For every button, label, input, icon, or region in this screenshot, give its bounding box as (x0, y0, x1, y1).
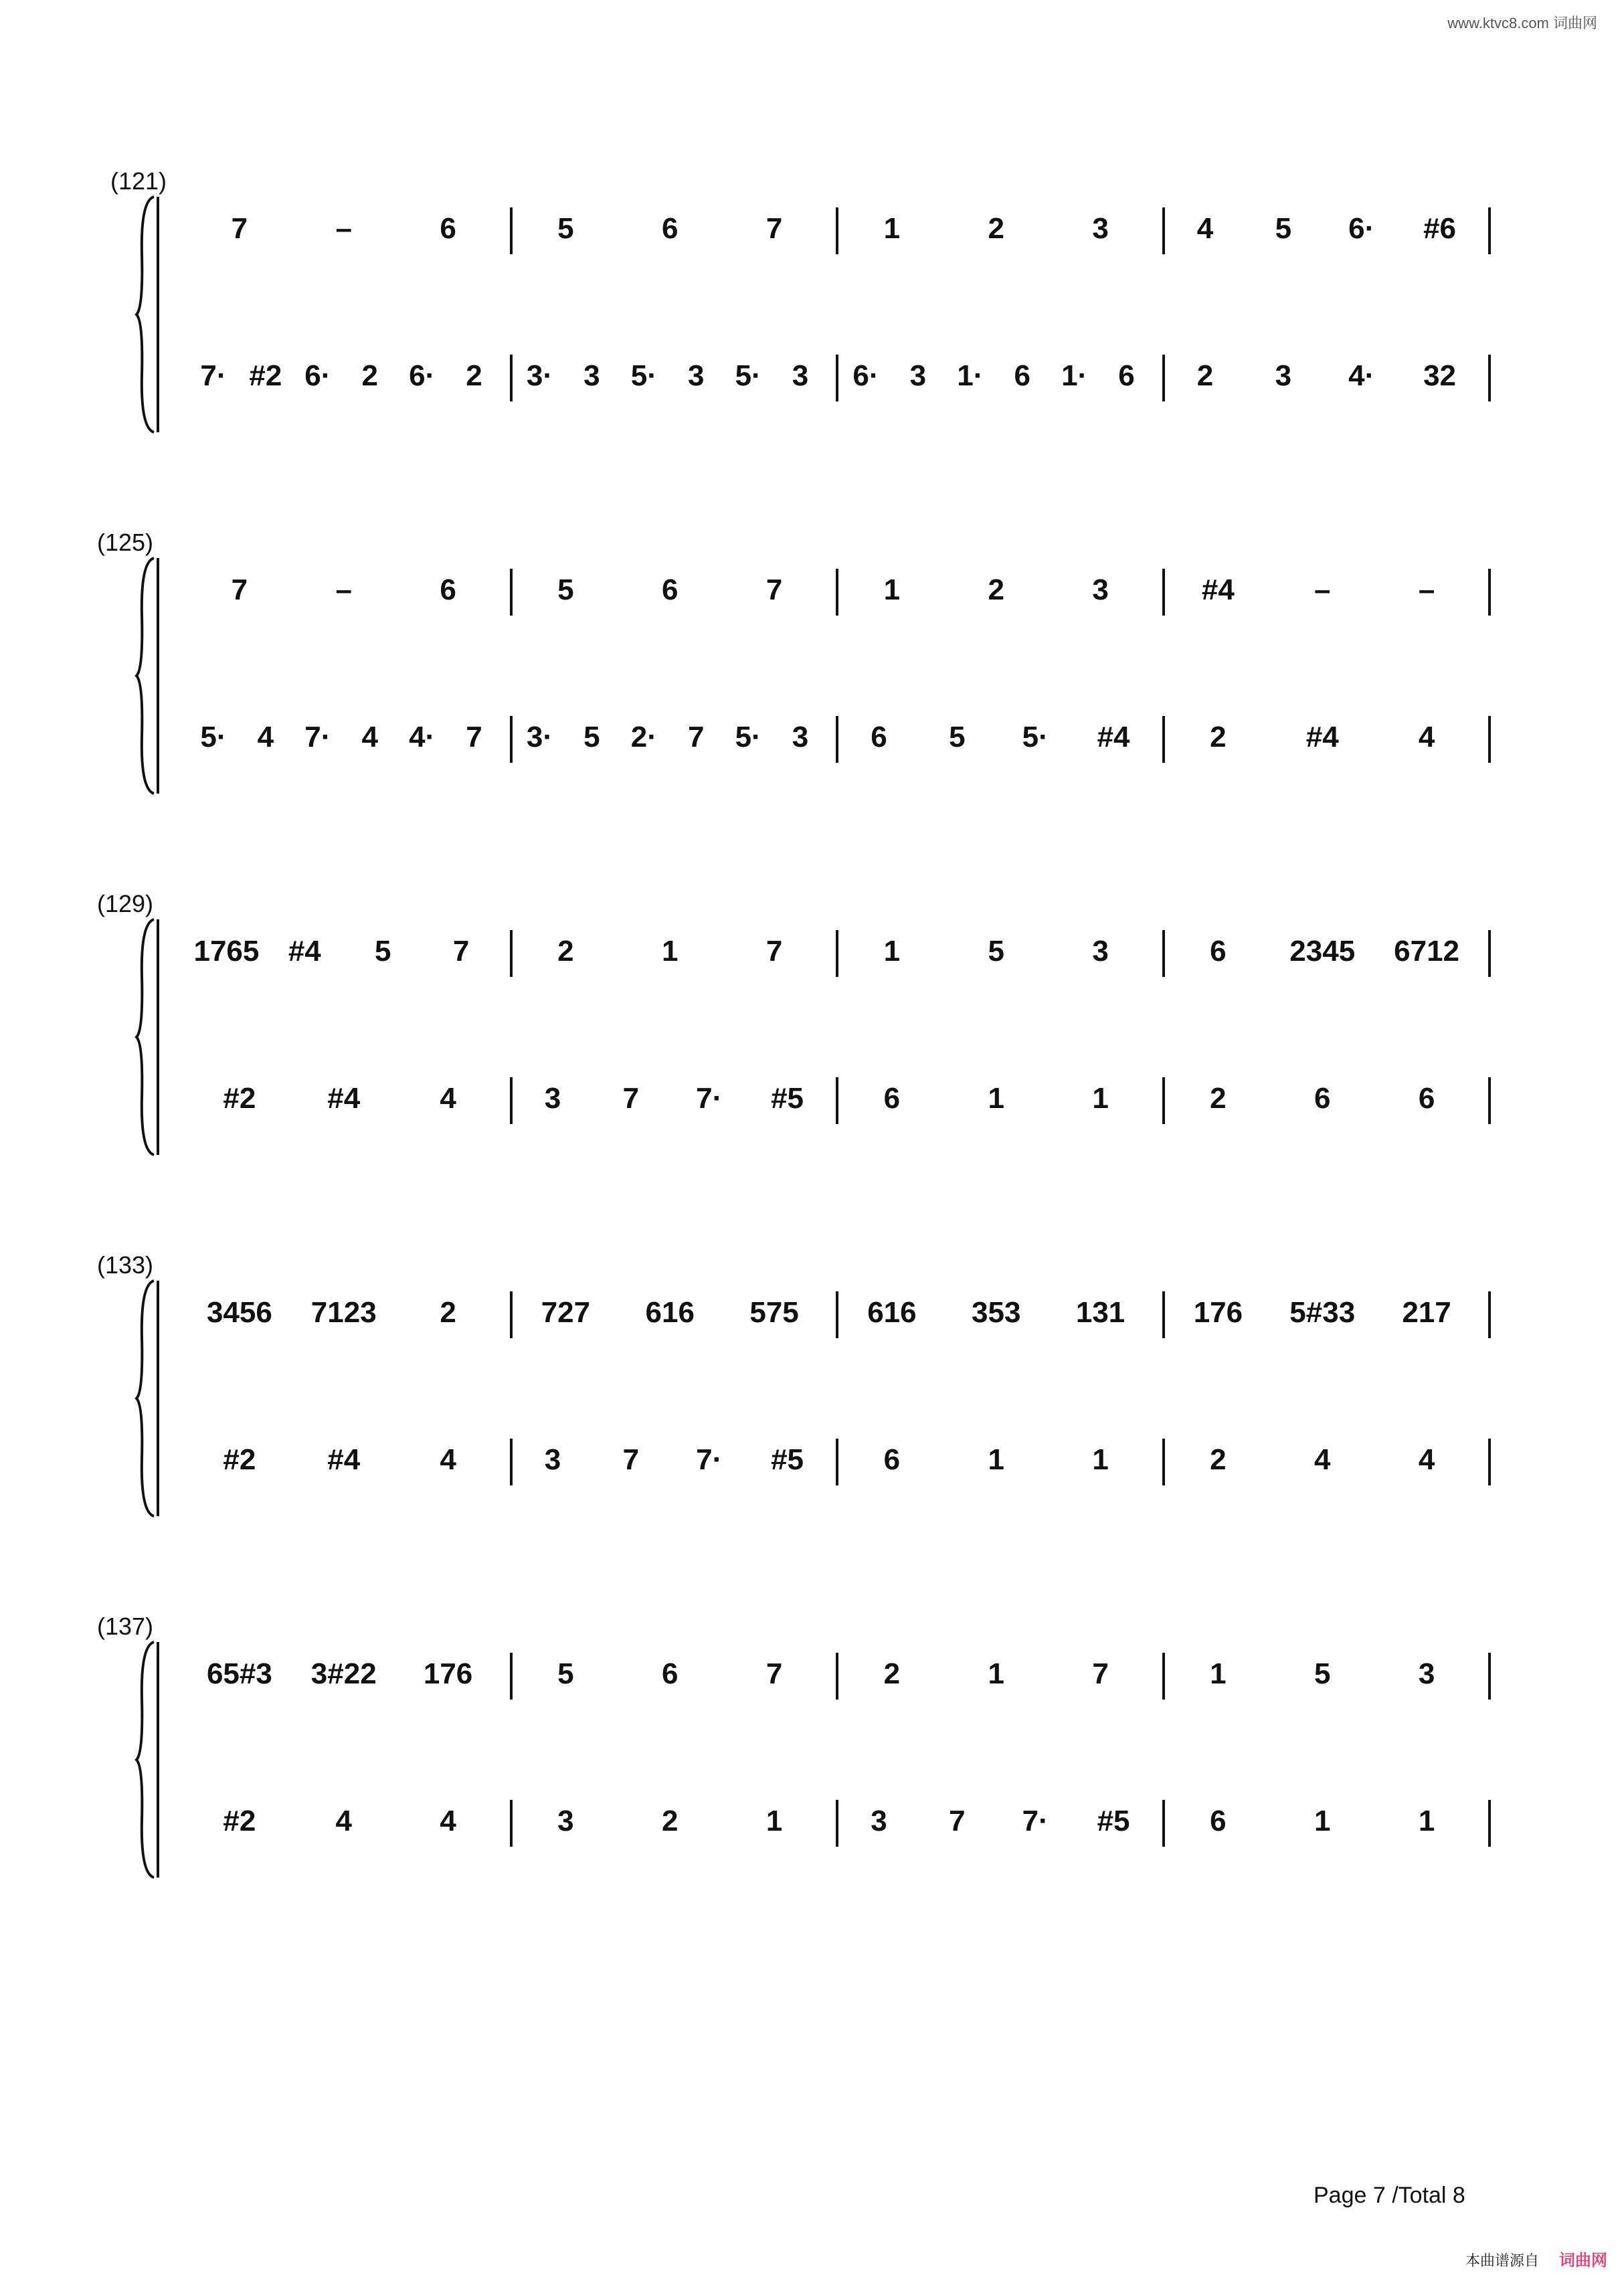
treble-note: 2 (440, 1296, 456, 1329)
bass-note: 2· (630, 721, 657, 753)
bass-note: #4 (327, 1082, 361, 1115)
bass-note: 1 (988, 1082, 1004, 1115)
treble-note: 2 (988, 212, 1004, 245)
bass-note: 6 (1014, 359, 1030, 392)
treble-note: 6712 (1394, 935, 1460, 968)
treble-note: 7 (1092, 1657, 1109, 1690)
bass-note: 5 (949, 721, 966, 753)
bass-note: 1 (1314, 1805, 1331, 1837)
bass-note: #5 (1097, 1805, 1130, 1837)
barline (510, 1800, 513, 1847)
barline (510, 716, 513, 763)
bass-note: 3· (526, 359, 553, 392)
treble-note: 7 (231, 212, 248, 245)
source-logo: 词曲网 (1559, 2252, 1607, 2270)
bass-note: 3 (871, 1805, 887, 1837)
treble-note: 3 (1092, 573, 1109, 606)
treble-note: 7 (765, 935, 783, 968)
bass-note: #4 (327, 1443, 361, 1476)
treble-note: 575 (749, 1296, 799, 1329)
bass-note: 3 (557, 1805, 574, 1837)
bass-note: 7· (696, 1443, 723, 1476)
barline (1488, 207, 1491, 254)
bass-note: 7 (949, 1805, 966, 1837)
barline (1488, 1653, 1491, 1700)
bass-note: 7· (200, 359, 227, 392)
treble-note: 176 (423, 1657, 473, 1690)
bass-note: 6 (1314, 1082, 1331, 1115)
barline (1162, 716, 1165, 763)
treble-note: 3456 (206, 1296, 272, 1329)
system-brace (134, 1278, 161, 1519)
treble-note: 5 (1275, 212, 1292, 245)
bass-note: 7· (696, 1082, 723, 1115)
treble-note: 1 (883, 573, 901, 606)
treble-note: 1 (662, 935, 679, 968)
bass-note: 4 (440, 1443, 456, 1476)
bass-note: 6· (852, 359, 879, 392)
barline (1488, 930, 1491, 977)
barline (510, 1439, 513, 1485)
bass-note: 2 (361, 359, 378, 392)
treble-note: 7123 (310, 1296, 377, 1329)
barline (1162, 1439, 1165, 1485)
bass-note: 7 (622, 1082, 640, 1115)
system-brace (134, 917, 161, 1158)
bass-note: #2 (223, 1805, 256, 1837)
system-brace (134, 555, 161, 796)
treble-note: 1 (883, 935, 901, 968)
source-note: 本曲谱源自 (1465, 2252, 1540, 2269)
bass-note: 1 (1418, 1805, 1435, 1837)
barline (1488, 1439, 1491, 1485)
bass-note: 6 (883, 1082, 901, 1115)
bass-note: 3 (544, 1443, 561, 1476)
barline (1162, 1291, 1165, 1338)
treble-note: 353 (972, 1296, 1021, 1329)
barline (510, 207, 513, 254)
treble-note: 1 (883, 212, 901, 245)
bass-note: 3 (544, 1082, 561, 1115)
right-margin-strip (1609, 0, 1624, 2283)
bass-note: 1· (957, 359, 984, 392)
barline (1162, 1653, 1165, 1700)
barline (1162, 207, 1165, 254)
treble-note: 2345 (1289, 935, 1356, 968)
bass-note: 7 (622, 1443, 640, 1476)
treble-note: 4 (1196, 212, 1214, 245)
treble-note: 176 (1193, 1296, 1243, 1329)
bass-note: 7· (304, 721, 331, 753)
treble-note: 5 (557, 1657, 574, 1690)
barline (836, 1077, 838, 1124)
bass-note: #4 (1305, 721, 1339, 753)
barline (836, 1800, 838, 1847)
bass-note: 5· (1022, 721, 1049, 753)
treble-note: 5 (557, 573, 574, 606)
treble-note: 6· (1348, 212, 1375, 245)
bass-note: 3 (687, 359, 705, 392)
bass-note: 1· (1061, 359, 1088, 392)
treble-note: 3#22 (310, 1657, 377, 1690)
treble-note: 6 (662, 573, 679, 606)
treble-note: 7 (765, 1657, 783, 1690)
bass-note: 4 (1418, 1443, 1435, 1476)
measure-number: (121) (110, 167, 167, 195)
bass-note: 4 (1314, 1443, 1331, 1476)
treble-note: 6 (440, 573, 456, 606)
treble-note: #4 (288, 935, 321, 968)
bass-note: 3· (526, 721, 553, 753)
bass-note: #4 (1097, 721, 1130, 753)
treble-note: 217 (1402, 1296, 1451, 1329)
treble-note: – (1314, 573, 1331, 606)
bass-note: 2 (1210, 1082, 1227, 1115)
treble-note: 6 (662, 212, 679, 245)
treble-note: 3 (1418, 1657, 1435, 1690)
bass-note: #2 (223, 1082, 256, 1115)
bass-note: 3 (1275, 359, 1292, 392)
bass-note: 7· (1022, 1805, 1049, 1837)
bass-note: 7 (466, 721, 482, 753)
bass-note: 3 (583, 359, 600, 392)
treble-note: – (335, 212, 352, 245)
measure-number: (125) (97, 529, 154, 556)
barline (1162, 569, 1165, 616)
barline (1162, 1077, 1165, 1124)
bass-note: 5· (630, 359, 657, 392)
page-number: Page 7 /Total 8 (1314, 2183, 1465, 2208)
bass-note: 2 (662, 1805, 679, 1837)
barline (510, 1291, 513, 1338)
barline (1488, 716, 1491, 763)
treble-note: 5 (557, 212, 574, 245)
bass-note: 2 (1210, 721, 1227, 753)
bass-note: 4 (440, 1805, 456, 1837)
bass-note: 6 (1210, 1805, 1227, 1837)
treble-note: 5 (988, 935, 1004, 968)
treble-note: 6 (662, 1657, 679, 1690)
treble-note: 6 (1210, 935, 1227, 968)
treble-note: 3 (1092, 935, 1109, 968)
barline (836, 207, 838, 254)
treble-note: 6 (440, 212, 456, 245)
bass-note: 6 (1418, 1082, 1435, 1115)
left-margin-strip (0, 0, 15, 2283)
barline (1488, 355, 1491, 401)
treble-note: 727 (541, 1296, 591, 1329)
measure-number: (129) (97, 890, 154, 917)
measure-number: (137) (97, 1613, 154, 1640)
barline (1488, 569, 1491, 616)
bass-note: #5 (771, 1082, 804, 1115)
bass-note: 32 (1423, 359, 1457, 392)
measure-number: (133) (97, 1251, 154, 1279)
treble-note: 3 (1092, 212, 1109, 245)
bass-note: 5 (583, 721, 600, 753)
system-brace (134, 194, 161, 435)
bass-note: 5· (200, 721, 227, 753)
barline (836, 716, 838, 763)
bass-note: 5· (735, 721, 761, 753)
barline (836, 1653, 838, 1700)
bass-note: 3 (792, 359, 809, 392)
barline (1162, 1800, 1165, 1847)
treble-note: 65#3 (206, 1657, 272, 1690)
treble-note: 616 (867, 1296, 917, 1329)
bass-note: 4 (335, 1805, 352, 1837)
barline (1162, 355, 1165, 401)
treble-note: 7 (231, 573, 248, 606)
treble-note: #6 (1423, 212, 1457, 245)
treble-note: – (1418, 573, 1435, 606)
bass-note: 1 (765, 1805, 783, 1837)
treble-note: 7 (765, 573, 783, 606)
bass-note: 4 (361, 721, 378, 753)
treble-note: 2 (883, 1657, 901, 1690)
treble-note: 1 (988, 1657, 1004, 1690)
treble-note: 1765 (193, 935, 260, 968)
bass-note: 5· (735, 359, 761, 392)
barline (1488, 1291, 1491, 1338)
bass-note: 4· (409, 721, 436, 753)
barline (510, 569, 513, 616)
bass-note: 6· (409, 359, 436, 392)
bass-note: 4 (1418, 721, 1435, 753)
bass-note: 6 (871, 721, 887, 753)
bass-note: 3 (792, 721, 809, 753)
treble-note: 7 (452, 935, 470, 968)
barline (510, 1653, 513, 1700)
treble-note: 131 (1075, 1296, 1125, 1329)
treble-note: 616 (645, 1296, 695, 1329)
treble-note: #4 (1201, 573, 1235, 606)
barline (510, 355, 513, 401)
bass-note: #5 (771, 1443, 804, 1476)
barline (836, 569, 838, 616)
bass-note: 1 (988, 1443, 1004, 1476)
barline (836, 1291, 838, 1338)
bass-note: 3 (909, 359, 927, 392)
treble-note: 2 (557, 935, 574, 968)
bass-note: 4 (257, 721, 274, 753)
barline (510, 1077, 513, 1124)
bass-note: #2 (223, 1443, 256, 1476)
bass-note: 4 (440, 1082, 456, 1115)
bass-note: 2 (466, 359, 482, 392)
barline (1488, 1800, 1491, 1847)
treble-note: – (335, 573, 352, 606)
barline (836, 355, 838, 401)
bass-note: 6 (1118, 359, 1135, 392)
treble-note: 5 (1314, 1657, 1331, 1690)
barline (1162, 930, 1165, 977)
barline (836, 1439, 838, 1485)
treble-note: 7 (765, 212, 783, 245)
bass-note: #2 (249, 359, 282, 392)
barline (836, 930, 838, 977)
treble-note: 5#33 (1289, 1296, 1356, 1329)
treble-note: 5 (374, 935, 391, 968)
treble-note: 1 (1210, 1657, 1227, 1690)
bass-note: 7 (687, 721, 705, 753)
bass-note: 1 (1092, 1082, 1109, 1115)
barline (510, 930, 513, 977)
system-brace (134, 1639, 161, 1880)
bass-note: 6· (304, 359, 331, 392)
bass-note: 2 (1196, 359, 1214, 392)
site-watermark: www.ktvc8.com 词曲网 (1447, 15, 1597, 31)
treble-note: 2 (988, 573, 1004, 606)
bass-note: 2 (1210, 1443, 1227, 1476)
bass-note: 6 (883, 1443, 901, 1476)
bass-note: 1 (1092, 1443, 1109, 1476)
bass-note: 4· (1348, 359, 1375, 392)
barline (1488, 1077, 1491, 1124)
